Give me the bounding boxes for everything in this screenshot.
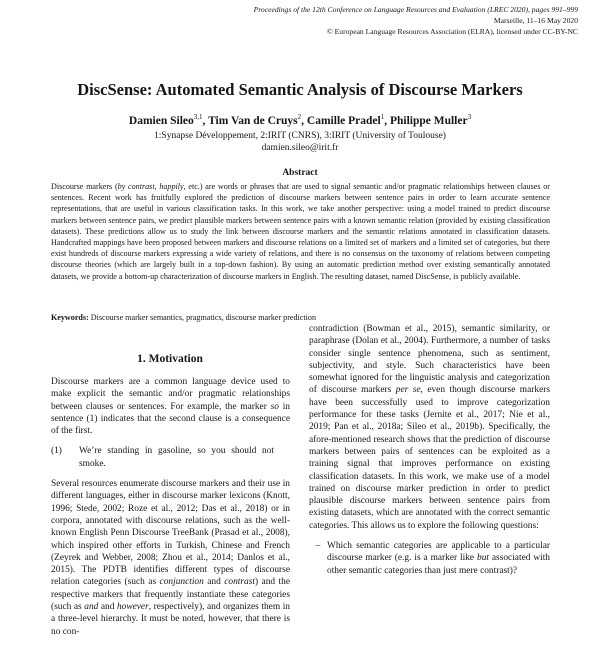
proceedings-header [218, 4, 578, 37]
keywords-label: Keywords: [51, 313, 89, 322]
header-line-2: Marseille, 11–16 May 2020 [493, 16, 578, 25]
keywords-text: Discourse marker semantics, pragmatics, discourse marker prediction [88, 313, 316, 322]
author-affiliation-mark: 3 [467, 113, 472, 121]
paper-title: DiscSense: Automated Semantic Analysis of Discourse Markers [77, 80, 523, 99]
example-sentence [51, 445, 290, 470]
author-name: Damien Sileo [128, 115, 194, 127]
left-column [51, 376, 290, 646]
example-text: We’re standing in gasoline, so you should not smoke. [79, 446, 274, 469]
abstract-text: Discourse markers (by contrast, happily, etc.) are words or phrases that are used to signal semantic and/or pragmatic relationships between clauses or sentences. Recent work has fruitfully explored the prediction of discourse markers between sentence pairs in order to learn accurate sentence representations, that are useful in various classification tasks. In this work, we take another perspective: using a model trained to predict discourse markers between sentence pairs, we predict plausible markers between sentence pairs with a known semantic relation (provided by existing classification datasets). These predictions allow us to study the link between discourse markers and the semantic relations annotated in classification datasets. Handcrafted mappings have been proposed between markers and discourse relations on a limited set of markers and a limited set of categories, but there exist hundreds of discourse markers expressing a wide variety of relations, and there is no consensus on the taxonomy of relations between competing discourse theories (which are largely built in a top-down fashion). By using an automatic prediction method over existing semantically annotated datasets, we provide a bottom-up characterization of discourse markers in English. The resulting dataset, named DiscSense, is publicly available. [51, 182, 550, 281]
header-line-3: © European Language Resources Association (ELRA), licensed under CC-BY-NC [326, 27, 578, 36]
author-list: Damien Sileo$^{3,1}$, Tim Van de Cruys$^2$, Camille Pradel$^1$, Philippe Muller$^3$ [128, 113, 472, 127]
affiliation-block [0, 130, 600, 154]
bullet-text: Which semantic categories are applicable to a particular discourse marker (e.g. is a marker like but associated with other semantic categories than just mere contrast)? [327, 541, 550, 576]
paragraph: contradiction (Bowman et al., 2015), semantic similarity, or paraphrase (Dolan et al., 2004). Furthermore, a number of tasks consider single sentence phenomena, such as sentiment, subjectivity, and style. Such characteristics have been somewhat ignored for the linguistic analysis and categorization of discourse markers per se, even though discourse markers have been successfully used to improve categorization performance for these tasks (Jernite et al., 2017; Nie et al., 2019; Pan et al., 2018a; Sileo et al., 2019b). Specifically, the afore-mentioned research shows that the prediction of discourse markers between pairs of sentences can be exploited as a training signal that improves performance on existing classification datasets. In this work, we make use of a model trained on discourse marker prediction in order to predict plausible discourse markers between sentence pairs from existing datasets, which are annotated with the correct semantic categories. This allows us to explore the following questions: [309, 324, 551, 531]
section-heading: 1. Motivation [137, 353, 203, 365]
list-item [309, 540, 550, 577]
header-line-1: Proceedings of the 12th Conference on Language Resources and Evaluation (LREC 2020), pages 991–999 [253, 5, 578, 14]
paragraph: Discourse markers are a common language device used to make explicit the semantic and/or pragmatic relationships between clauses or sentences. For example, the marker so in sentence (1) indicates that the second clause is a consequence of the first. [51, 377, 290, 437]
author-name: Tim Van de Cruys [208, 115, 298, 127]
author-affiliation-mark: 3,1 [193, 113, 203, 121]
author-name: Camille Pradel [306, 115, 381, 127]
author-affiliation-mark: 2 [297, 113, 302, 121]
abstract-heading: Abstract [282, 168, 318, 178]
right-column [309, 323, 550, 577]
author-email: damien.sileo@irit.fr [261, 143, 339, 153]
author-name: Philippe Muller [389, 115, 468, 127]
bullet-dash: – [315, 541, 321, 552]
keywords [51, 313, 550, 322]
affiliations: 1:Synapse Développement, 2:IRIT (CNRS), 3:IRIT (University of Toulouse) [154, 131, 446, 141]
example-number: (1) [51, 446, 62, 457]
author-affiliation-mark: 1 [380, 113, 385, 121]
paragraph: Several resources enumerate discourse markers and their use in different languages, either in discourse marker lexicons (Knott, 1996; Stede, 2002; Roze et al., 2012; Das et al., 2018) or in corpora, annotated with discourse relations, such as the well-known English Penn Discourse TreeBank (Prasad et al., 2008), which inspired other efforts in Turkish, Chinese and French (Zeyrek and Webber, 2008; Zhou et al., 2014; Danlos et al., 2015). The PDTB identifies different types of discourse relation categories (such as conjunction and contrast) and the respective markers that frequently instantiate these categories (such as and and however, respectively), and organizes them in a three-level hierarchy. It must be noted, however, that there is no con- [51, 479, 290, 637]
